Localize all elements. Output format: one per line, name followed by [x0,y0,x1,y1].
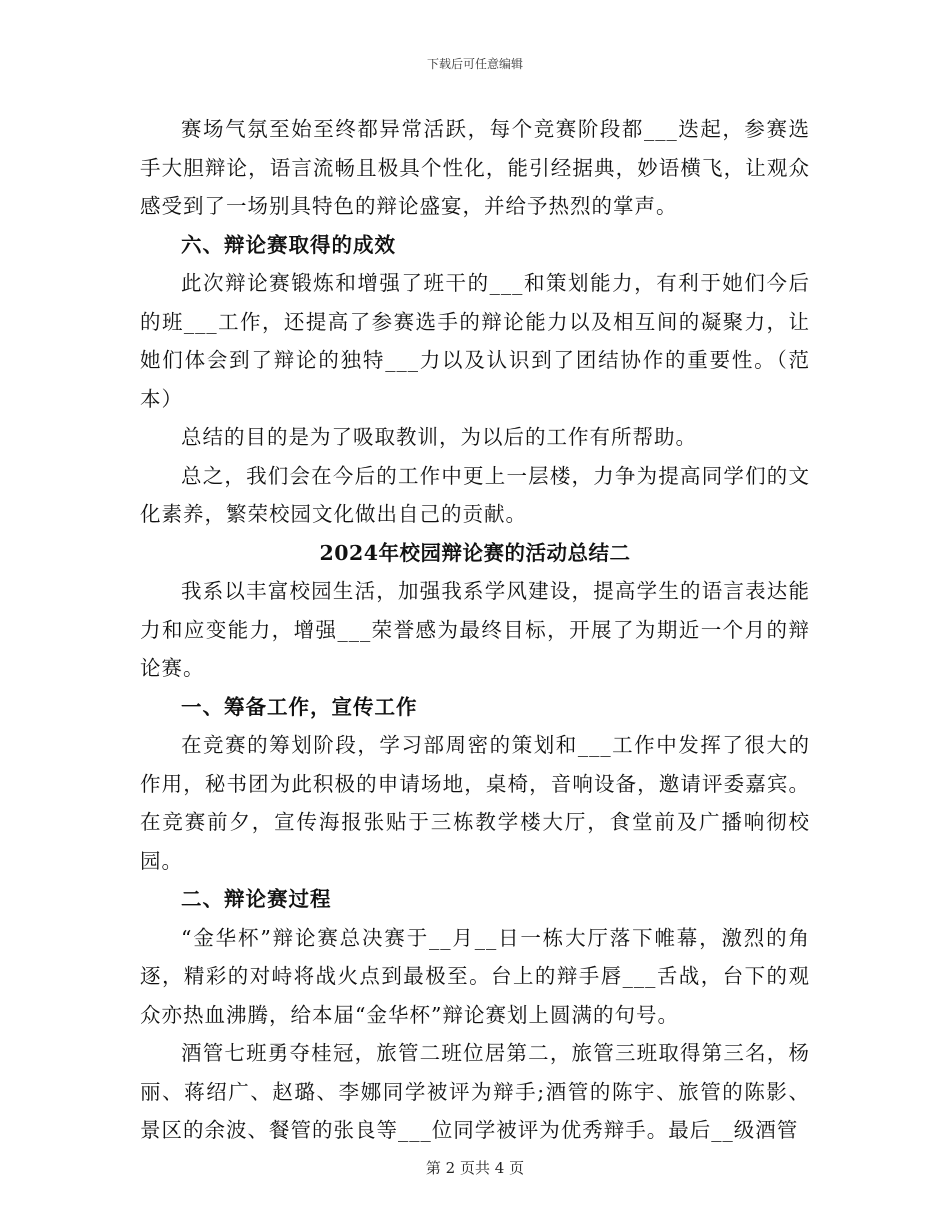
document-body [140,110,810,1150]
paragraph-preparation: 在竞赛的筹划阶段，学习部周密的策划和___工作中发挥了很大的作用，秘书团为此积极的申请场地，桌椅，音响设备，邀请评委嘉宾。在竞赛前夕，宣传海报张贴于三栋教学楼大厅，食堂前及广播响彻校园。 [140,733,810,873]
paragraph-results: 此次辩论赛锻炼和增强了班干的___和策划能力，有利于她们今后的班___工作，还提高了参赛选手的辩论能力以及相互间的凝聚力，让她们体会到了辩论的独特___力以及认识到了团结协作的重要性。（范本） [140,271,810,411]
paragraph-intro: 我系以丰富校园生活，加强我系学风建设，提高学生的语言表达能力和应变能力，增强___荣誉感为最终目标，开展了为期近一个月的辩论赛。 [140,579,810,680]
paragraph-conclusion: 总之，我们会在今后的工作中更上一层楼，力争为提高同学们的文化素养，繁荣校园文化做出自己的贡献。 [140,463,810,526]
paragraph-atmosphere: 赛场气氛至始至终都异常活跃，每个竞赛阶段都___迭起，参赛选手大胆辩论，语言流畅且极具个性化，能引经据典，妙语横飞，让观众感受到了一场别具特色的辩论盛宴，并给予热烈的掌声。 [140,117,810,218]
page-footer: 第 2 页共 4 页 [425,1159,525,1177]
paragraph-purpose: 总结的目的是为了吸取教训，为以后的工作有所帮助。 [181,425,697,449]
page-header: 下载后可任意编辑 [426,57,523,71]
paragraph-winners: 酒管七班勇夺桂冠，旅管二班位居第二，旅管三班取得第三名，杨丽、蒋绍广、赵璐、李娜同学被评为辩手;酒管的陈宇、旅管的陈影、景区的余波、餐管的张良等___位同学被评为优秀辩手。最后__级酒管 [140,1041,810,1142]
document-title-2: 2024年校园辩论赛的活动总结二 [319,540,631,565]
heading-section-2: 二、辩论赛过程 [181,887,332,911]
heading-section-6: 六、辩论赛取得的成效 [181,232,396,257]
heading-section-1: 一、筹备工作，宣传工作 [181,694,418,719]
paragraph-process: “金华杯”辩论赛总决赛于__月__日一栋大厅落下帷幕，激烈的角逐，精彩的对峙将战火点到最极至。台上的辩手唇___舌战，台下的观众亦热血沸腾，给本届“金华杯”辩论赛划上圆满的句号。 [140,925,810,1027]
